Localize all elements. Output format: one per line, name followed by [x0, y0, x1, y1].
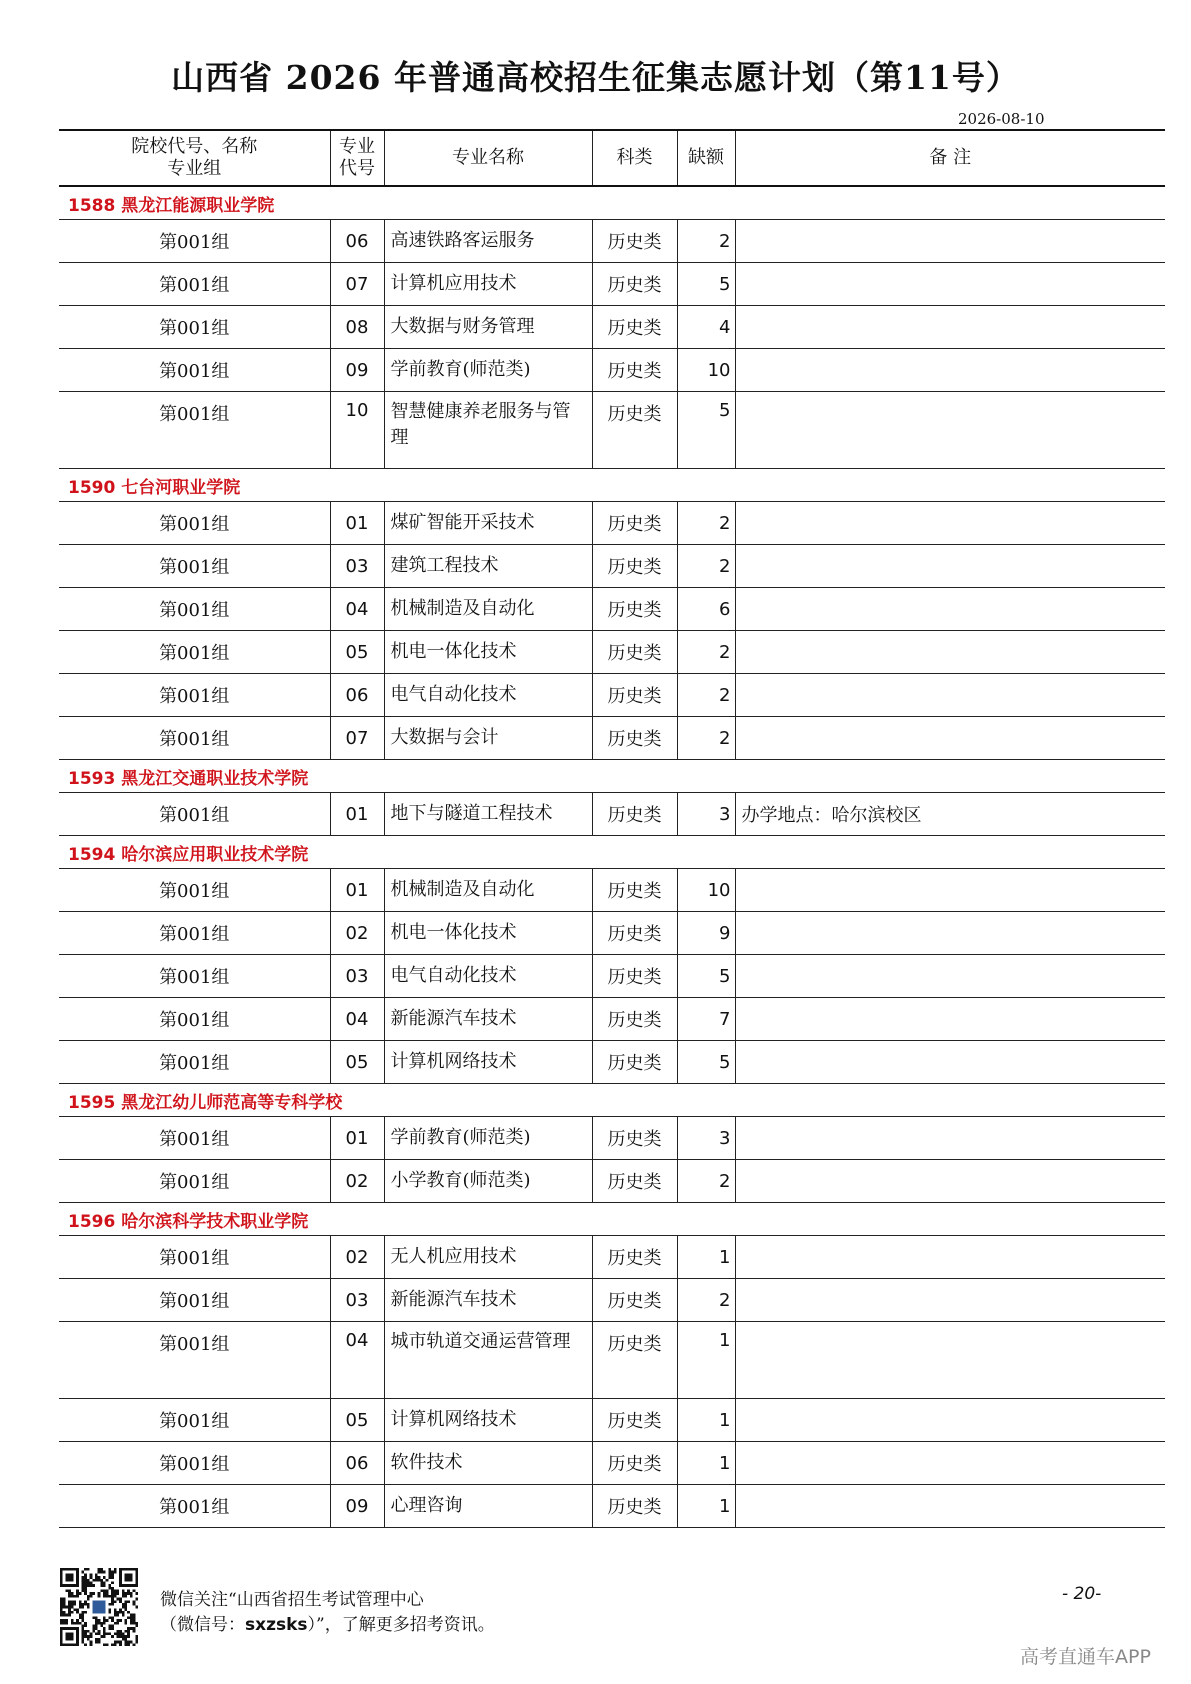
major-name-cell: 计算机网络技术 [384, 1041, 592, 1084]
major-code-cell: 04 [330, 998, 384, 1041]
table-row [59, 1442, 1165, 1485]
quota-cell: 1 [677, 1442, 735, 1485]
table-row [59, 1041, 1165, 1084]
watermark-text: 高考直通车APP [1020, 1646, 1151, 1668]
college-row [59, 1084, 1165, 1117]
footer-line2-suffix: ）”，了解更多招考资讯。 [307, 1615, 495, 1635]
subject-type-cell: 历史类 [592, 717, 677, 760]
header-quota: 缺额 [677, 130, 735, 186]
header-note: 备 注 [735, 130, 1165, 186]
major-code-cell: 05 [330, 1399, 384, 1442]
major-code-cell: 01 [330, 1117, 384, 1160]
document-title: 山西省 2026 年普通高校招生征集志愿计划（第11号） [171, 58, 1020, 97]
major-code-cell: 02 [330, 912, 384, 955]
table-row [59, 1399, 1165, 1442]
subject-type-cell: 历史类 [592, 1236, 677, 1279]
header-college-line2: 专业组 [167, 158, 222, 179]
major-name-cell: 电气自动化技术 [384, 674, 592, 717]
quota-cell: 1 [677, 1399, 735, 1442]
note-cell: 办学地点：哈尔滨校区 [735, 793, 1165, 836]
quota-cell: 10 [677, 349, 735, 392]
college-row [59, 836, 1165, 869]
group-cell: 第001组 [59, 869, 330, 912]
subject-type-cell: 历史类 [592, 1041, 677, 1084]
table-row [59, 1279, 1165, 1322]
table-header-row [59, 130, 1165, 186]
page-number: - 20- [1062, 1584, 1102, 1604]
subject-type-cell: 历史类 [592, 1160, 677, 1203]
table-row [59, 793, 1165, 836]
major-name-cell: 城市轨道交通运营管理 [384, 1322, 592, 1399]
group-cell: 第001组 [59, 392, 330, 469]
note-cell [735, 306, 1165, 349]
major-name-cell: 计算机网络技术 [384, 1399, 592, 1442]
note-cell [735, 631, 1165, 674]
table-row [59, 349, 1165, 392]
subject-type-cell: 历史类 [592, 1279, 677, 1322]
major-name-cell: 建筑工程技术 [384, 545, 592, 588]
footer-wechat-line2 [160, 1610, 495, 1635]
footer-wechat-id: sxzsks [245, 1615, 308, 1635]
note-cell [735, 674, 1165, 717]
college-row [59, 186, 1165, 220]
table-row [59, 1236, 1165, 1279]
note-cell [735, 955, 1165, 998]
quota-cell: 2 [677, 717, 735, 760]
table-row [59, 1160, 1165, 1203]
major-name-cell: 机械制造及自动化 [384, 869, 592, 912]
quota-cell: 2 [677, 674, 735, 717]
subject-type-cell: 历史类 [592, 631, 677, 674]
quota-cell: 2 [677, 1160, 735, 1203]
group-cell: 第001组 [59, 1279, 330, 1322]
major-code-cell: 06 [330, 674, 384, 717]
note-cell [735, 1279, 1165, 1322]
quota-cell: 4 [677, 306, 735, 349]
note-cell [735, 1442, 1165, 1485]
major-code-cell: 01 [330, 793, 384, 836]
quota-cell: 9 [677, 912, 735, 955]
major-name-cell: 小学教育(师范类) [384, 1160, 592, 1203]
subject-type-cell: 历史类 [592, 588, 677, 631]
note-cell [735, 869, 1165, 912]
group-cell: 第001组 [59, 717, 330, 760]
plan-table-body [59, 186, 1165, 1528]
quota-cell: 5 [677, 263, 735, 306]
footer-line2-prefix: （微信号： [160, 1615, 245, 1635]
table-row [59, 502, 1165, 545]
table-row [59, 588, 1165, 631]
subject-type-cell: 历史类 [592, 1399, 677, 1442]
subject-type-cell: 历史类 [592, 1322, 677, 1399]
group-cell: 第001组 [59, 220, 330, 263]
major-code-cell: 07 [330, 717, 384, 760]
table-row [59, 674, 1165, 717]
group-cell: 第001组 [59, 793, 330, 836]
note-cell [735, 263, 1165, 306]
major-name-cell: 计算机应用技术 [384, 263, 592, 306]
subject-type-cell: 历史类 [592, 502, 677, 545]
college-row [59, 760, 1165, 793]
major-code-cell: 07 [330, 263, 384, 306]
table-row [59, 263, 1165, 306]
table-row [59, 1322, 1165, 1399]
table-row [59, 220, 1165, 263]
table-row [59, 912, 1165, 955]
major-code-cell: 05 [330, 631, 384, 674]
major-name-cell: 智慧健康养老服务与管理 [384, 392, 592, 469]
college-name: 1596 哈尔滨科学技术职业学院 [59, 1203, 1165, 1236]
note-cell [735, 1160, 1165, 1203]
header-college-line1: 院校代号、名称 [131, 136, 258, 157]
major-name-cell: 新能源汽车技术 [384, 998, 592, 1041]
major-code-cell: 01 [330, 869, 384, 912]
subject-type-cell: 历史类 [592, 955, 677, 998]
college-name: 1595 黑龙江幼儿师范高等专科学校 [59, 1084, 1165, 1117]
major-code-cell: 03 [330, 545, 384, 588]
quota-cell: 5 [677, 1041, 735, 1084]
major-name-cell: 学前教育(师范类) [384, 349, 592, 392]
quota-cell: 2 [677, 631, 735, 674]
major-name-cell: 新能源汽车技术 [384, 1279, 592, 1322]
major-code-cell: 09 [330, 1485, 384, 1528]
subject-type-cell: 历史类 [592, 263, 677, 306]
table-row [59, 1485, 1165, 1528]
subject-type-cell: 历史类 [592, 998, 677, 1041]
note-cell [735, 545, 1165, 588]
major-name-cell: 大数据与财务管理 [384, 306, 592, 349]
quota-cell: 5 [677, 955, 735, 998]
major-code-cell: 09 [330, 349, 384, 392]
major-name-cell: 机电一体化技术 [384, 912, 592, 955]
note-cell [735, 1236, 1165, 1279]
major-name-cell: 高速铁路客运服务 [384, 220, 592, 263]
quota-cell: 3 [677, 793, 735, 836]
table-row [59, 998, 1165, 1041]
group-cell: 第001组 [59, 1041, 330, 1084]
major-name-cell: 软件技术 [384, 1442, 592, 1485]
group-cell: 第001组 [59, 674, 330, 717]
subject-type-cell: 历史类 [592, 869, 677, 912]
table-row [59, 869, 1165, 912]
subject-type-cell: 历史类 [592, 349, 677, 392]
note-cell [735, 220, 1165, 263]
header-college [59, 130, 330, 186]
quota-cell: 3 [677, 1117, 735, 1160]
note-cell [735, 998, 1165, 1041]
major-code-cell: 10 [330, 392, 384, 469]
subject-type-cell: 历史类 [592, 793, 677, 836]
major-name-cell: 地下与隧道工程技术 [384, 793, 592, 836]
major-name-cell: 心理咨询 [384, 1485, 592, 1528]
quota-cell: 2 [677, 1279, 735, 1322]
header-major-code [330, 130, 384, 186]
note-cell [735, 392, 1165, 469]
note-cell [735, 1399, 1165, 1442]
group-cell: 第001组 [59, 349, 330, 392]
group-cell: 第001组 [59, 1322, 330, 1399]
table-row [59, 392, 1165, 469]
table-row [59, 545, 1165, 588]
note-cell [735, 588, 1165, 631]
note-cell [735, 1485, 1165, 1528]
subject-type-cell: 历史类 [592, 306, 677, 349]
note-cell [735, 1322, 1165, 1399]
group-cell: 第001组 [59, 1160, 330, 1203]
note-cell [735, 1117, 1165, 1160]
group-cell: 第001组 [59, 955, 330, 998]
quota-cell: 1 [677, 1322, 735, 1399]
college-row [59, 1203, 1165, 1236]
major-code-cell: 03 [330, 1279, 384, 1322]
subject-type-cell: 历史类 [592, 392, 677, 469]
major-name-cell: 机械制造及自动化 [384, 588, 592, 631]
quota-cell: 5 [677, 392, 735, 469]
major-name-cell: 大数据与会计 [384, 717, 592, 760]
group-cell: 第001组 [59, 998, 330, 1041]
subject-type-cell: 历史类 [592, 1442, 677, 1485]
quota-cell: 1 [677, 1236, 735, 1279]
header-code-line2: 代号 [339, 158, 375, 179]
group-cell: 第001组 [59, 306, 330, 349]
plan-table [59, 129, 1165, 1528]
major-code-cell: 08 [330, 306, 384, 349]
group-cell: 第001组 [59, 1117, 330, 1160]
college-name: 1588 黑龙江能源职业学院 [59, 186, 1165, 220]
major-code-cell: 05 [330, 1041, 384, 1084]
subject-type-cell: 历史类 [592, 1117, 677, 1160]
header-code-line1: 专业 [339, 136, 375, 157]
group-cell: 第001组 [59, 263, 330, 306]
major-name-cell: 机电一体化技术 [384, 631, 592, 674]
quota-cell: 6 [677, 588, 735, 631]
note-cell [735, 912, 1165, 955]
table-row [59, 955, 1165, 998]
header-subject-type: 科类 [592, 130, 677, 186]
college-name: 1594 哈尔滨应用职业技术学院 [59, 836, 1165, 869]
major-code-cell: 04 [330, 588, 384, 631]
qr-code-icon [60, 1568, 138, 1646]
subject-type-cell: 历史类 [592, 674, 677, 717]
quota-cell: 1 [677, 1485, 735, 1528]
note-cell [735, 717, 1165, 760]
major-code-cell: 02 [330, 1236, 384, 1279]
note-cell [735, 1041, 1165, 1084]
major-code-cell: 03 [330, 955, 384, 998]
subject-type-cell: 历史类 [592, 545, 677, 588]
major-name-cell: 电气自动化技术 [384, 955, 592, 998]
college-name: 1590 七台河职业学院 [59, 469, 1165, 502]
document-date: 2026-08-10 [958, 110, 1045, 128]
quota-cell: 2 [677, 220, 735, 263]
group-cell: 第001组 [59, 1442, 330, 1485]
major-name-cell: 无人机应用技术 [384, 1236, 592, 1279]
major-code-cell: 06 [330, 220, 384, 263]
subject-type-cell: 历史类 [592, 220, 677, 263]
table-row [59, 717, 1165, 760]
group-cell: 第001组 [59, 631, 330, 674]
table-row [59, 631, 1165, 674]
group-cell: 第001组 [59, 588, 330, 631]
major-code-cell: 04 [330, 1322, 384, 1399]
college-row [59, 469, 1165, 502]
quota-cell: 2 [677, 545, 735, 588]
group-cell: 第001组 [59, 1399, 330, 1442]
college-name: 1593 黑龙江交通职业技术学院 [59, 760, 1165, 793]
subject-type-cell: 历史类 [592, 912, 677, 955]
major-name-cell: 学前教育(师范类) [384, 1117, 592, 1160]
group-cell: 第001组 [59, 502, 330, 545]
note-cell [735, 502, 1165, 545]
footer-wechat-line1: 微信关注“山西省招生考试管理中心 [160, 1590, 424, 1610]
major-name-cell: 煤矿智能开采技术 [384, 502, 592, 545]
group-cell: 第001组 [59, 1485, 330, 1528]
major-code-cell: 06 [330, 1442, 384, 1485]
header-major-name: 专业名称 [384, 130, 592, 186]
major-code-cell: 01 [330, 502, 384, 545]
table-row [59, 306, 1165, 349]
subject-type-cell: 历史类 [592, 1485, 677, 1528]
quota-cell: 7 [677, 998, 735, 1041]
note-cell [735, 349, 1165, 392]
group-cell: 第001组 [59, 912, 330, 955]
table-row [59, 1117, 1165, 1160]
group-cell: 第001组 [59, 545, 330, 588]
quota-cell: 10 [677, 869, 735, 912]
group-cell: 第001组 [59, 1236, 330, 1279]
major-code-cell: 02 [330, 1160, 384, 1203]
quota-cell: 2 [677, 502, 735, 545]
